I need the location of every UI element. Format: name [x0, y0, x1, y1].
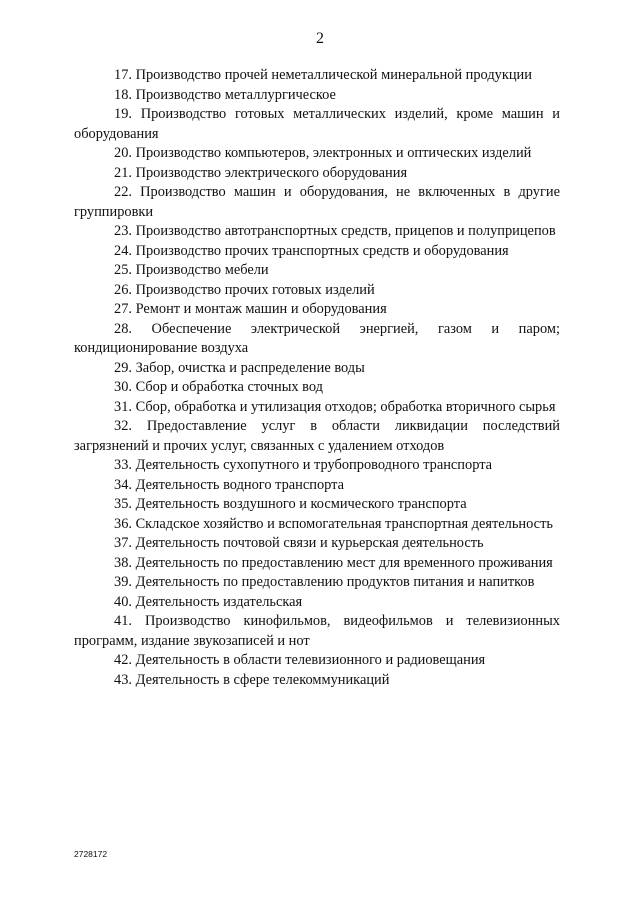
list-item: 30. Сбор и обработка сточных вод [114, 379, 323, 395]
list-item: 25. Производство мебели [114, 262, 269, 278]
activity-list [74, 66, 560, 690]
list-item: 37. Деятельность почтовой связи и курьерская деятельность [114, 535, 484, 551]
list-item: 40. Деятельность издательская [114, 593, 303, 610]
list-item: 34. Деятельность водного транспорта [114, 476, 345, 493]
list-item: 22. Производство машин и оборудования, не включенных в другие группировки [74, 184, 560, 220]
list-item: 23. Производство автотранспортных средств, прицепов и полуприцепов [114, 223, 556, 239]
list-item: 41. Производство кинофильмов, видеофильмов и телевизионных программ, издание звукозаписей и нот [74, 613, 560, 649]
list-item: 24. Производство прочих транспортных средств и оборудования [114, 242, 509, 259]
document-code: 2728172 [74, 849, 108, 859]
list-item: 42. Деятельность в области телевизионного и радиовещания [114, 652, 486, 668]
list-item: 21. Производство электрического оборудования [114, 164, 408, 181]
list-item: 35. Деятельность воздушного и космического транспорта [114, 496, 467, 512]
page-number: 2 [316, 30, 324, 47]
list-item: 33. Деятельность сухопутного и трубопроводного транспорта [114, 457, 493, 473]
list-item: 32. Предоставление услуг в области ликвидации последствий загрязнений и прочих услуг, связанных с удалением отходов [74, 418, 560, 454]
list-item: 26. Производство прочих готовых изделий [114, 281, 375, 298]
list-item: 27. Ремонт и монтаж машин и оборудования [114, 301, 387, 317]
list-item: 43. Деятельность в сфере телекоммуникаций [114, 671, 390, 688]
list-item: 29. Забор, очистка и распределение воды [114, 359, 365, 376]
list-item: 19. Производство готовых металлических изделий, кроме машин и оборудования [74, 106, 560, 142]
list-item: 17. Производство прочей неметаллической минеральной продукции [114, 67, 532, 83]
list-item: 28. Обеспечение электрической энергией, газом и паром; кондиционирование воздуха [74, 320, 560, 356]
list-item: 38. Деятельность по предоставлению мест для временного проживания [114, 554, 553, 571]
list-item: 20. Производство компьютеров, электронных и оптических изделий [114, 145, 532, 161]
list-item: 31. Сбор, обработка и утилизация отходов; обработка вторичного сырья [114, 398, 556, 415]
list-item: 18. Производство металлургическое [114, 86, 336, 103]
list-item: 36. Складское хозяйство и вспомогательная транспортная деятельность [114, 515, 553, 532]
list-item: 39. Деятельность по предоставлению продуктов питания и напитков [114, 574, 535, 590]
